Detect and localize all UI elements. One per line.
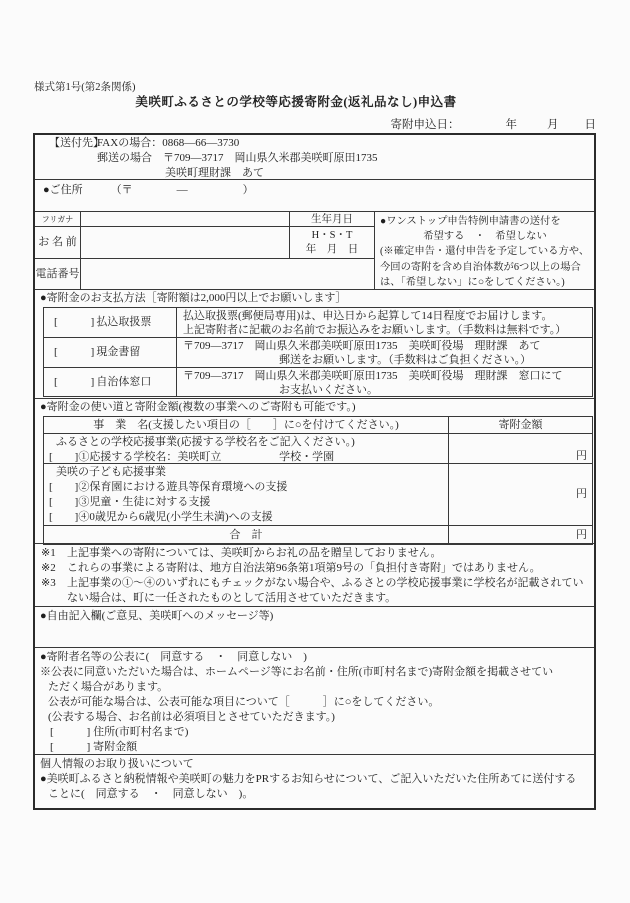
destination-label: 【送付先】 bbox=[49, 137, 104, 149]
form-number: 様式第1号(第2条関係) bbox=[34, 82, 136, 93]
yen-unit: 円 bbox=[576, 450, 587, 462]
onestop-section bbox=[375, 212, 594, 289]
date-year-label: 年 bbox=[505, 119, 517, 131]
publication-item-amount[interactable]: [ ] 寄附金額 bbox=[50, 741, 138, 753]
personal-info-consent-line: ●美咲町ふるさと納税情報や美咲町の魅力をPRするお知らせについて、ご記入いただいた住所あてに送付する bbox=[40, 773, 577, 785]
payment-checkbox[interactable]: [ ] bbox=[54, 376, 95, 388]
notes-section bbox=[35, 544, 594, 607]
usage-section bbox=[35, 399, 594, 544]
onestop-note-line1: (※確定申告・還付申告を予定している方や、 bbox=[380, 246, 590, 258]
note-row bbox=[41, 546, 590, 561]
school-amount-cell[interactable] bbox=[449, 434, 592, 465]
school-name-suffix: 学校・学園 bbox=[279, 451, 335, 463]
personal-info-title: 個人情報のお取り扱いについて bbox=[40, 758, 194, 770]
address-label: ●ご住所 bbox=[43, 184, 83, 196]
total-label: 合 計 bbox=[229, 528, 263, 541]
onestop-note-line2: 今回の寄附を含め自治体数が6つ以上の場合 bbox=[380, 261, 581, 273]
note-text-line: 上記事業の①～④のいずれにもチェックがない場合や、ふるさとの学校応援事業に学校名が記載されてい bbox=[67, 577, 584, 589]
publication-section bbox=[35, 648, 594, 755]
name-input-area[interactable] bbox=[81, 227, 290, 259]
note-text bbox=[67, 576, 590, 606]
usage-row-total bbox=[44, 526, 592, 544]
kids-project-title: 美咲の子ども応援事業 bbox=[56, 466, 166, 478]
usage-row-kids bbox=[44, 464, 592, 526]
phone-input-area[interactable] bbox=[81, 259, 375, 289]
publication-note-line: ただく場合があります。 bbox=[48, 681, 169, 693]
publication-note-line: ※公表に同意いただいた場合は、ホームページ等にお名前・住所(市町村名まで)寄附金額を掲載させてい bbox=[40, 666, 554, 678]
free-entry-label: ●自由記入欄(ご意見、美咲町へのメッセージ等) bbox=[40, 610, 274, 622]
publication-instruction: (公表する場合、お名前は必須項目とさせていただきます。) bbox=[48, 711, 335, 723]
publication-consent-line[interactable]: ●寄附者名等の公表に( 同意する ・ 同意しない ) bbox=[40, 651, 307, 663]
personal-info-section bbox=[35, 755, 594, 808]
publication-instruction: 公表が可能な場合は、公表可能な項目について［ ］に○をしてください。 bbox=[48, 696, 440, 708]
free-entry-input-area[interactable] bbox=[40, 624, 594, 646]
project-column-header: 事 業 名(支援したい項目の［ ］に○を付けてください。) bbox=[93, 418, 399, 431]
postal-code-blank[interactable]: （〒 — ） bbox=[110, 184, 254, 196]
note-number: ※2 bbox=[41, 562, 56, 574]
birthdate-input-area[interactable] bbox=[290, 227, 375, 259]
usage-table bbox=[43, 416, 593, 545]
name-label: お 名 前 bbox=[38, 236, 77, 248]
payment-row-cash-mail bbox=[44, 338, 592, 368]
destination-mail-line: 郵送の場合 〒709—3717 岡山県久米郡美咲町原田1735 bbox=[97, 152, 378, 164]
yen-unit: 円 bbox=[576, 488, 587, 500]
destination-recipient-line: 美咲町理財課 あて bbox=[165, 167, 264, 179]
kids-project-item[interactable]: [ ]②保育園における遊具等保育環境への支援 bbox=[49, 481, 288, 493]
kids-amount-cell[interactable] bbox=[449, 464, 592, 525]
personal-info-consent-line2[interactable]: ことに( 同意する ・ 同意しない )。 bbox=[48, 788, 254, 800]
usage-table-header bbox=[44, 417, 592, 434]
payment-desc-line: 〒709—3717 岡山県久米郡美咲町原田1735 美咲町役場 理財課 あて bbox=[183, 340, 541, 352]
payment-method-label: 現金書留 bbox=[96, 346, 141, 358]
payment-row-town-counter bbox=[44, 368, 592, 396]
date-day-label: 日 bbox=[584, 119, 596, 131]
payment-desc-line: 上記寄附者に記載のお名前でお振込みをお願いします。（手数料は無料です。） bbox=[183, 324, 567, 336]
payment-desc-line: 〒709—3717 岡山県久米郡美咲町原田1735 美咲町役場 理財課 窓口にて bbox=[183, 370, 563, 382]
usage-row-school bbox=[44, 434, 592, 464]
note-text-line: ない場合は、町に一任されたものとして活用させていただきます。 bbox=[67, 592, 397, 604]
onestop-line1: ●ワンストップ申告特例申請書の送付を bbox=[380, 216, 561, 227]
school-project-title: ふるさとの学校応援事業(応援する学校名をご記入ください。) bbox=[56, 436, 355, 448]
school-project-checkbox-item[interactable]: [ ]①応援する学校名：美咲町立 bbox=[49, 451, 222, 463]
payment-header: ●寄附金のお支払方法［寄附額は2,000円以上でお願いします］ bbox=[40, 292, 347, 304]
payment-checkbox[interactable]: [ ] bbox=[54, 346, 95, 358]
yen-unit: 円 bbox=[576, 528, 587, 541]
payment-checkbox[interactable]: [ ] bbox=[54, 316, 95, 328]
note-text: これらの事業による寄附は、地方自治法第96条第1項第9号の「負担付き寄附」ではありません。 bbox=[67, 562, 541, 574]
kids-project-item[interactable]: [ ]③児童・生徒に対する支援 bbox=[49, 496, 211, 508]
destination-section bbox=[35, 135, 594, 180]
kids-project-item[interactable]: [ ]④0歳児から6歳児(小学生未満)への支援 bbox=[49, 511, 273, 523]
page-title: 美咲町ふるさとの学校等応援寄附金(返礼品なし)申込書 bbox=[135, 95, 457, 109]
ymd-label: 年 月 日 bbox=[305, 243, 359, 255]
payment-desc-line: お支払いください。 bbox=[279, 384, 378, 396]
address-section bbox=[35, 180, 594, 212]
phone-label: 電話番号 bbox=[35, 267, 80, 280]
application-date bbox=[391, 118, 597, 133]
payment-row-postal-slip bbox=[44, 308, 592, 338]
payment-desc-line: 払込取扱票(郵便局専用)は、申込日から起算して14日程度でお届けします。 bbox=[183, 310, 553, 322]
payment-method-label: 払込取扱票 bbox=[96, 316, 152, 328]
note-text: 上記事業への寄附については、美咲町からお礼の品を贈呈しておりません。 bbox=[67, 547, 442, 559]
destination-fax-line: FAXの場合：0868—66—3730 bbox=[97, 137, 240, 149]
total-amount-cell[interactable] bbox=[449, 526, 592, 544]
onestop-choice[interactable]: 希望する ・ 希望しない bbox=[423, 231, 547, 243]
amount-column-header: 寄附金額 bbox=[498, 418, 543, 431]
note-number: ※1 bbox=[41, 547, 56, 559]
publication-item-address[interactable]: [ ] 住所(市町村名まで) bbox=[50, 726, 189, 738]
furigana-input-area[interactable] bbox=[81, 212, 290, 227]
payment-section bbox=[35, 290, 594, 399]
note-number: ※3 bbox=[41, 577, 56, 589]
form-table bbox=[33, 133, 596, 810]
free-entry-section bbox=[35, 607, 594, 648]
era-initials: H・S・T bbox=[311, 229, 353, 241]
payment-table bbox=[43, 307, 593, 397]
date-month-label: 月 bbox=[547, 119, 559, 131]
usage-header: ●寄附金の使い道と寄附金額(複数の事業へのご寄附も可能です。) bbox=[40, 401, 356, 413]
contact-section bbox=[35, 212, 594, 290]
furigana-label: フリガナ bbox=[41, 214, 74, 224]
payment-method-label: 自治体窓口 bbox=[96, 376, 152, 388]
note-row bbox=[41, 576, 590, 606]
application-date-label: 寄附申込日： bbox=[390, 119, 460, 131]
note-row bbox=[41, 561, 590, 576]
onestop-note-line3: は、「希望しない」に○をしてください。) bbox=[380, 276, 565, 288]
birthdate-label: 生年月日 bbox=[311, 213, 353, 225]
payment-desc-line: 郵送をお願いします。（手数料はご負担ください。） bbox=[279, 354, 532, 366]
